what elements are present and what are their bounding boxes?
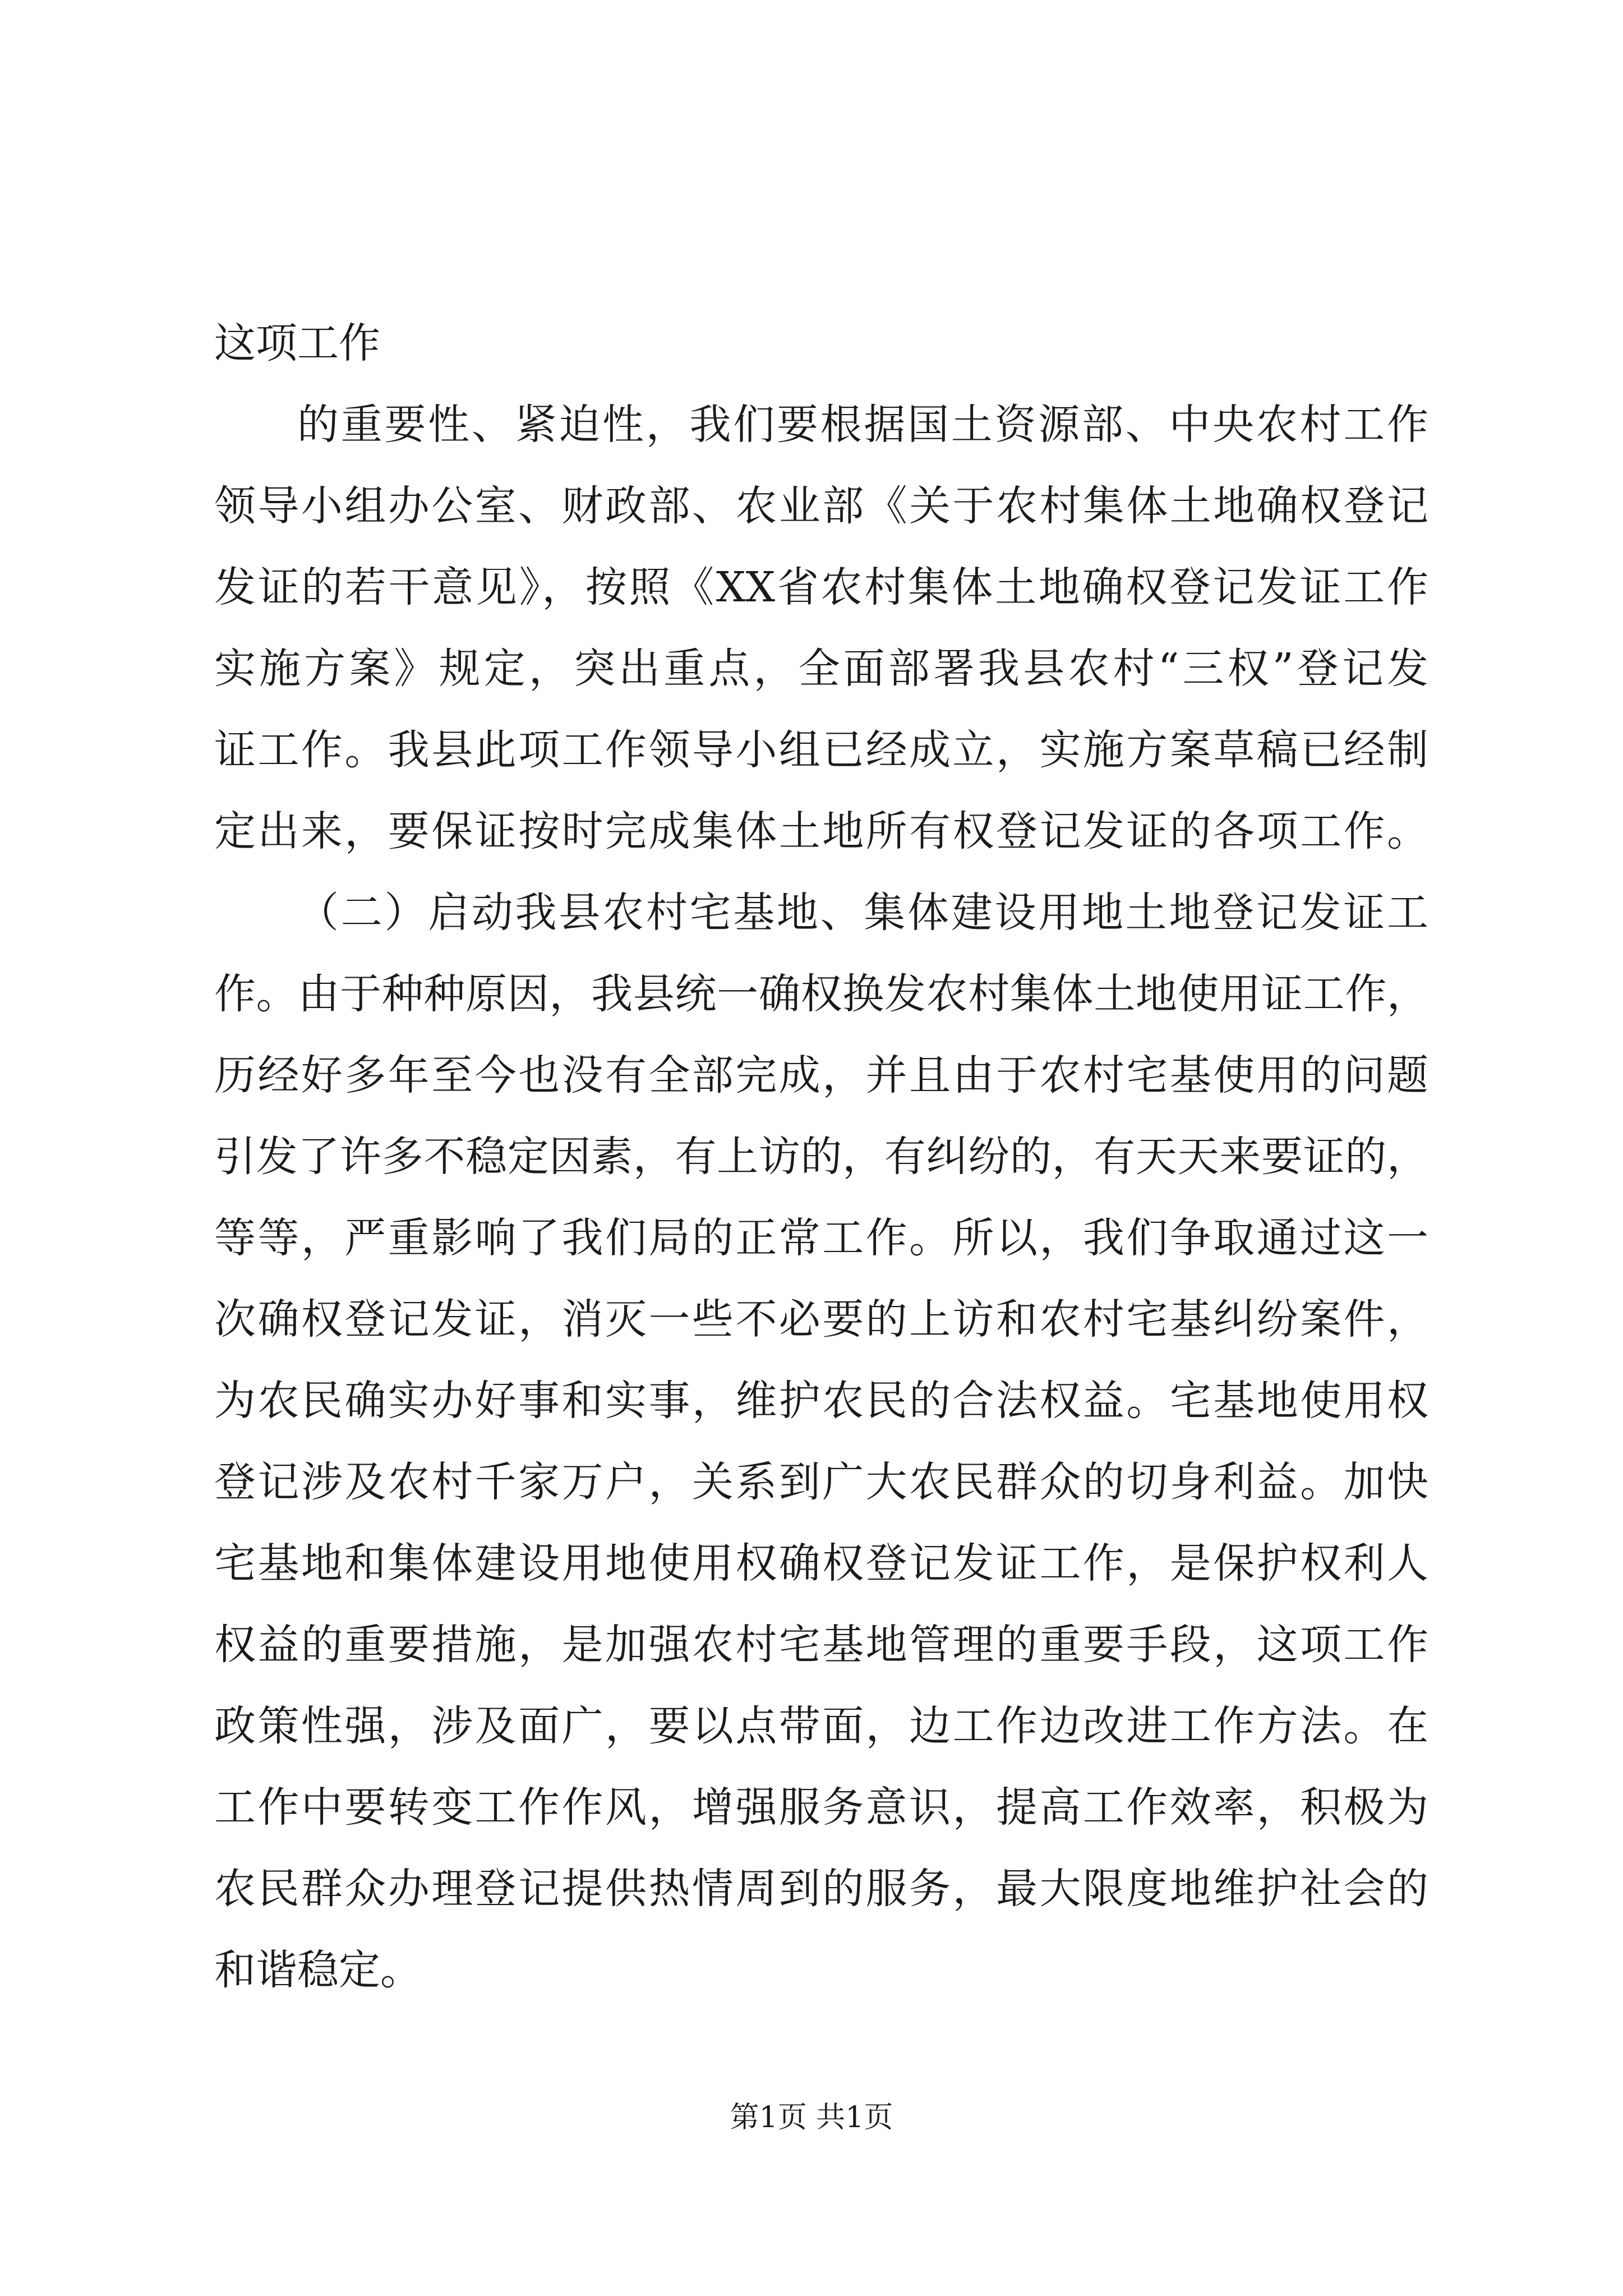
text-line: 证工作。我县此项工作领导小组已经成立，实施方案草稿已经制 [214, 726, 1428, 774]
text-line: 政策性强，涉及面广，要以点带面，边工作边改进工作方法。在 [214, 1702, 1428, 1750]
text-line: 引发了许多不稳定因素，有上访的，有纠纷的，有天天来要证的， [214, 1133, 1428, 1181]
text-line: 实施方案》规定，突出重点，全面部署我县农村“三权”登记发 [214, 645, 1428, 693]
text-line: 权益的重要措施，是加强农村宅基地管理的重要手段，这项工作 [214, 1621, 1428, 1669]
text-line: （二）启动我县农村宅基地、集体建设用地土地登记发证工 [297, 889, 1428, 937]
text-line: 登记涉及农村千家万户，关系到广大农民群众的切身利益。加快 [214, 1458, 1428, 1506]
text-line: 定出来，要保证按时完成集体土地所有权登记发证的各项工作。 [214, 807, 1428, 855]
text-line: 领导小组办公室、财政部、农业部《关于农村集体土地确权登记 [214, 482, 1428, 530]
text-line: 为农民确实办好事和实事，维护农民的合法权益。宅基地使用权 [214, 1377, 1428, 1425]
text-line: 作。由于种种原因，我县统一确权换发农村集体土地使用证工作， [214, 970, 1428, 1018]
text-line: 等等，严重影响了我们局的正常工作。所以，我们争取通过这一 [214, 1214, 1428, 1262]
text-line: 工作中要转变工作作风，增强服务意识，提高工作效率，积极为 [214, 1783, 1428, 1832]
page-footer [0, 2098, 1623, 2137]
text-line: 宅基地和集体建设用地使用权确权登记发证工作，是保护权利人 [214, 1539, 1428, 1588]
body-text [214, 303, 1428, 2011]
text-line: 的重要性、紧迫性，我们要根据国土资源部、中央农村工作 [297, 401, 1428, 449]
text-line: 发证的若干意见》，按照《XX省农村集体土地确权登记发证工作 [214, 563, 1428, 611]
text-line: 这项工作 [214, 319, 380, 367]
text-line: 农民群众办理登记提供热情周到的服务，最大限度地维护社会的 [214, 1865, 1428, 1913]
text-line: 历经好多年至今也没有全部完成，并且由于农村宅基使用的问题 [214, 1051, 1428, 1099]
text-line: 次确权登记发证，消灭一些不必要的上访和农村宅基纠纷案件， [214, 1295, 1428, 1343]
page-number-label: 第1页 共1页 [730, 2101, 893, 2134]
text-line: 和谐稳定。 [214, 1946, 422, 1994]
